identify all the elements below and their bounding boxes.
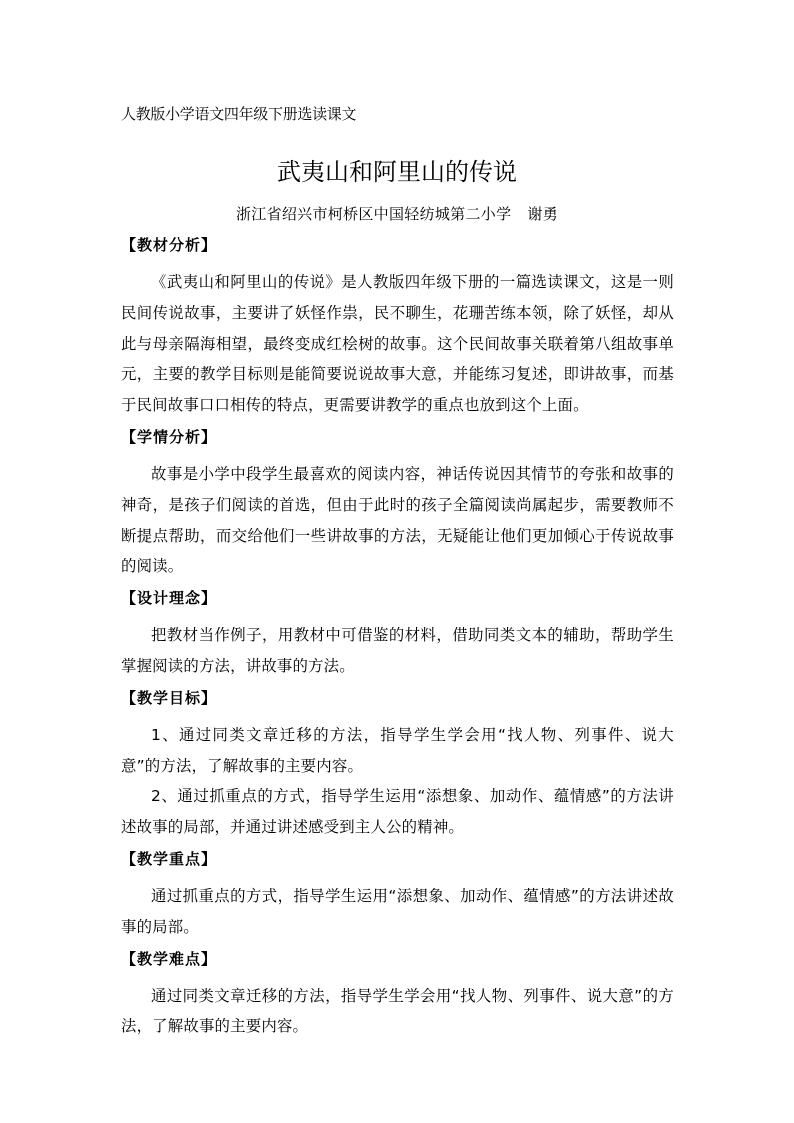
paragraph: 通过抓重点的方式，指导学生运用“添想象、加动作、蕴情感”的方法讲述故事的局部。 xyxy=(121,886,674,936)
paragraph: 通过同类文章迁移的方法，指导学生学会用“找人物、列事件、说大意”的方法，了解故事的主要内容。 xyxy=(121,986,674,1036)
section-textbook-analysis xyxy=(121,235,674,421)
paragraph: 1、通过同类文章迁移的方法，指导学生学会用“找人物、列事件、说大意”的方法，了解故事的主要内容。 xyxy=(121,725,674,775)
section-heading: 【设计理念】 xyxy=(121,589,218,608)
author-name: 谢勇 xyxy=(527,205,558,223)
paragraph: 《武夷山和阿里山的传说》是人教版四年级下册的一篇选读课文，这是一则民间传说故事，主要讲了妖怪作祟，民不聊生，花珊苦练本领，除了妖怪，却从此与母亲隔海相望，最终变成红桧树的故事。这个民间故事关联着第八组故事单元，主要的教学目标则是能简要说说故事大意，并能练习复述，即讲故事，而基于民间故事口口相传的特点，更需要讲教学的重点也放到这个上面。 xyxy=(121,273,674,415)
series-header: 人教版小学语文四年级下册选读课文 xyxy=(121,105,357,123)
document-body xyxy=(121,233,674,1048)
paragraph: 把教材当作例子，用教材中可借鉴的材料，借助同类文本的辅助，帮助学生掌握阅读的方法，讲故事的方法。 xyxy=(121,626,674,675)
section-key-points xyxy=(121,849,674,943)
section-heading: 【教学目标】 xyxy=(121,688,218,707)
section-design-concept xyxy=(121,588,674,682)
section-heading: 【教学难点】 xyxy=(121,949,218,968)
section-heading: 【教学重点】 xyxy=(121,849,218,868)
section-teaching-goals xyxy=(121,688,674,843)
section-difficult-points xyxy=(121,949,674,1043)
paragraph: 故事是小学中段学生最喜欢的阅读内容，神话传说因其情节的夸张和故事的神奇，是孩子们阅读的首选，但由于此时的孩子全篇阅读尚属起步，需要教师不断提点帮助，而交给他们一些讲故事的方法，无疑能让他们更加倾心于传说故事的阅读。 xyxy=(121,464,674,576)
page-title: 武夷山和阿里山的传说 xyxy=(277,158,517,186)
section-student-analysis xyxy=(121,427,674,582)
author-line xyxy=(0,203,794,225)
section-heading: 【教材分析】 xyxy=(121,236,218,254)
paragraph: 2、通过抓重点的方式，指导学生运用“添想象、加动作、蕴情感”的方法讲述故事的局部，并通过讲述感受到主人公的精神。 xyxy=(121,787,674,837)
section-heading: 【学情分析】 xyxy=(121,427,218,446)
author-school: 浙江省绍兴市柯桥区中国轻纺城第二小学 xyxy=(235,205,512,223)
